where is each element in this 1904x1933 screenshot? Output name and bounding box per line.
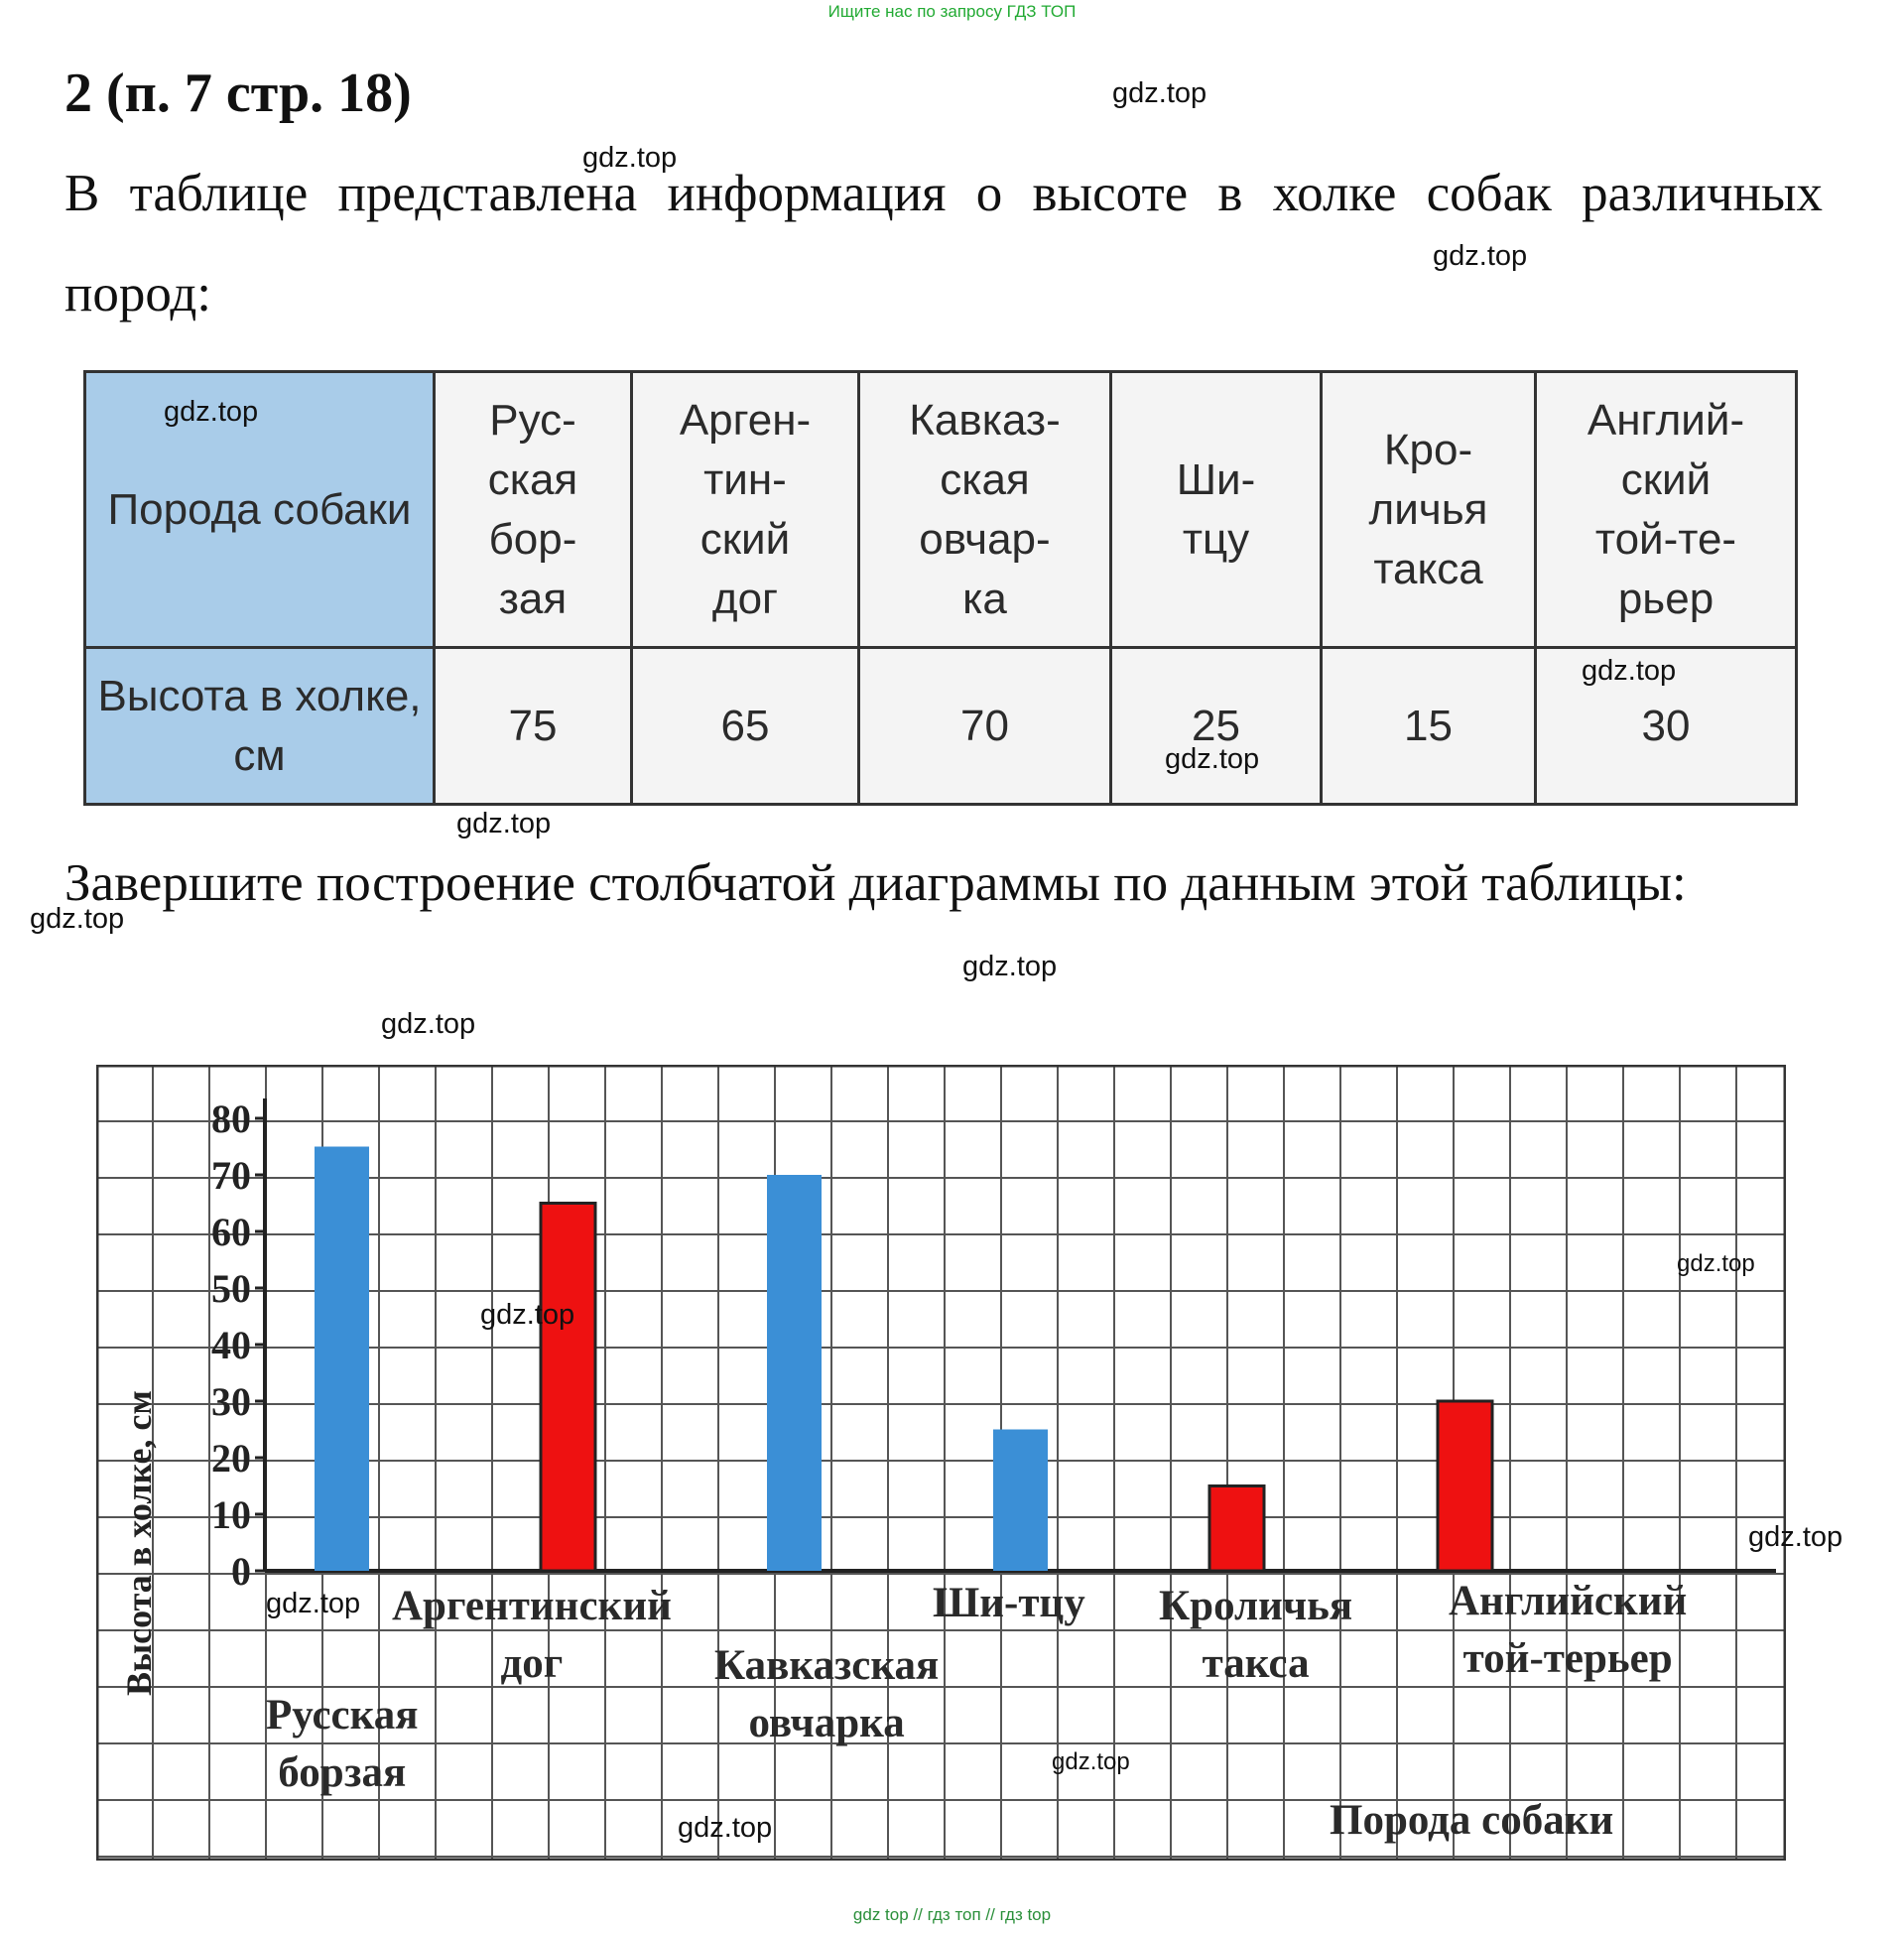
y-tick-label: 10 — [211, 1492, 251, 1537]
table-cell-height: 25 — [1111, 648, 1322, 805]
table-cell-height: 15 — [1322, 648, 1536, 805]
watermark: gdz.top — [266, 1588, 361, 1619]
watermark: gdz.top — [962, 951, 1058, 982]
bar-drawn — [541, 1204, 595, 1572]
table-cell-height: 70 — [859, 648, 1111, 805]
y-tick-label: 20 — [211, 1436, 251, 1481]
watermark: gdz.top — [1433, 240, 1528, 272]
watermark: gdz.top — [1112, 77, 1207, 109]
watermark: gdz.top — [30, 903, 125, 935]
bar-drawn — [1438, 1401, 1492, 1571]
table-cell-height: 30 — [1536, 648, 1797, 805]
watermark: gdz.top — [1748, 1521, 1843, 1553]
y-tick-label: 80 — [211, 1096, 251, 1141]
watermark: gdz.top — [480, 1299, 575, 1331]
bar-drawn — [1209, 1486, 1264, 1572]
y-tick-label: 40 — [211, 1323, 251, 1367]
chart-category-label: Аргентинский дог — [392, 1583, 672, 1687]
watermark: gdz.top — [456, 808, 552, 839]
chart-x-axis-title: Порода собаки — [1330, 1797, 1614, 1844]
table-cell-breed: Кавказ- ская овчар- ка — [859, 372, 1111, 648]
y-tick-label: 70 — [211, 1153, 251, 1198]
watermark: gdz.top — [1677, 1250, 1755, 1277]
bar-given — [315, 1147, 369, 1572]
table-cell-height: 65 — [632, 648, 859, 805]
bar-given — [993, 1430, 1048, 1572]
table-header-height: Высота в холке, см — [85, 648, 435, 805]
y-tick-label: 30 — [211, 1379, 251, 1424]
exercise-heading: 2 (п. 7 стр. 18) — [64, 63, 412, 124]
y-tick-label: 0 — [231, 1549, 251, 1594]
watermark: gdz.top — [1052, 1748, 1130, 1775]
top-notice: Ищите нас по запросу ГДЗ ТОП — [827, 2, 1077, 21]
table-cell-breed: Арген- тин- ский дог — [632, 372, 859, 648]
watermark: gdz.top — [1582, 655, 1677, 687]
watermark: gdz.top — [1165, 743, 1260, 775]
table-row-heights — [85, 648, 1797, 805]
table-cell-breed: Рус- ская бор- зая — [435, 372, 632, 648]
chart-category-label: Кроличья такса — [1159, 1583, 1353, 1687]
chart-category-label: Русская борзая — [266, 1692, 419, 1796]
watermark: gdz.top — [582, 142, 678, 174]
bar-given — [767, 1175, 822, 1571]
task-paragraph-1: В таблице представлена информация о высоте в холке собак различных пород: — [64, 165, 1823, 322]
watermark: gdz.top — [678, 1812, 773, 1844]
chart-category-label: Ши-тцу — [933, 1580, 1085, 1626]
y-tick-label: 60 — [211, 1210, 251, 1254]
table-cell-breed: Англий- ский той-те- рьер — [1536, 372, 1797, 648]
watermark: gdz.top — [381, 1008, 476, 1040]
table-row-breeds — [85, 372, 1797, 648]
table-cell-height: 75 — [435, 648, 632, 805]
chart-y-axis-label: Высота в холке, см — [119, 1390, 159, 1696]
bottom-notice: gdz top // гдз топ // гдз top — [852, 1905, 1052, 1924]
table-cell-breed: Кро- личья такса — [1322, 372, 1536, 648]
chart-category-label: Кавказская овчарка — [714, 1642, 940, 1746]
table-cell-breed: Ши- тцу — [1111, 372, 1322, 648]
chart-category-label: Английский той-терьер — [1449, 1578, 1688, 1682]
watermark: gdz.top — [164, 396, 259, 428]
task-paragraph-2: Завершите построение столбчатой диаграммы по данным этой таблицы: — [64, 854, 1687, 912]
y-tick-label: 50 — [211, 1266, 251, 1311]
table-header-breed: Порода собаки — [85, 372, 435, 648]
breed-height-table — [83, 370, 1798, 806]
